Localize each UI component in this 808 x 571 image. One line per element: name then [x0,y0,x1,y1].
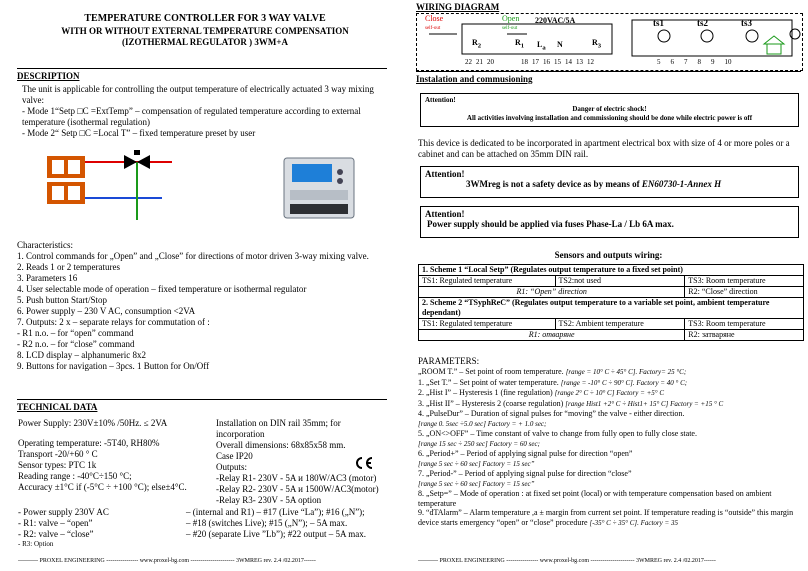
scheme2-ts1: TS1: Regulated temperature [419,319,556,330]
tech-line: Sensor types: PTC 1k [18,460,97,470]
doc-subtitle-2: (IZOTHERMAL REGULATOR ) 3WM+A [121,37,289,47]
tech-line: -Relay R1- 230V - 5A и 180W/AC3 (motor) [216,473,377,483]
attention-title: Attention! [425,169,465,179]
char-line: 9. Buttons for navigation – 3pcs. 1 Button for On/Off [17,361,210,371]
house-icon [764,36,784,44]
tech-line: Accuracy ±1°C if (-5°C ÷ +100 °C); else±4°C. [18,482,187,492]
attention-line: Danger of electric shock! [572,105,647,113]
scheme1-title: 1. Scheme 1 “Local Setp” (Regulates output temperature to a fixed set point) [419,265,804,276]
tech-line: -Relay R2- 230V - 5A и 1500W/AC3(motor) [216,484,379,494]
param-item: 9. “dTAlarm” – Alarm temperature ,a ± margin from current set point. If temperature reading is “outside” this margin device starts emergency “open” or “close” procedure [-35° C ÷ 35° C]. Factory = 35 [418,508,794,527]
char-line: 2. Reads 1 or 2 temperatures [17,262,120,272]
install-heading: Instalation and commusioning [416,71,801,84]
term-line: – #20 (separate Live ”Lb”); #22 output – 5A max. [186,529,366,539]
char-line: - R2 n.o. – for “close” command [17,339,135,349]
char-line: 7. Outputs: 2 x – separate relays for commutation of : [17,317,210,327]
desc-line: The unit is applicable for controlling the output temperature of electrically actuated 3 way mixing valve: [22,84,374,105]
char-line: 1. Control commands for „Open” and „Close” for directions of motor driven 3-way mixing valve. [17,251,369,261]
char-line: - R1 n.o. – for “open” command [17,328,134,338]
ce-mark-icon [354,456,374,470]
valve-actuator-icon [134,150,140,155]
left-footer: ---------- PROXEL ENGINEERING ---------------- www.proxel-bg.com ---------------------- 3WMREG rev. 2.4 /02.2017------ [18,558,316,564]
wiring-heading: WIRING DIAGRAM [416,2,500,12]
heater-window [68,160,80,174]
valve-diagram [42,150,182,230]
term-line: - R3: Option [18,540,54,548]
install-text: This device is dedicated to be incorporated in apartment electrical box with size of 4 or more poles or a cabinet and can be attached on 35mm DIN rail. [418,138,790,159]
scheme1-ts1: TS1: Regulated temperature [419,276,556,287]
term-line: – (internal and R1) – #17 (Live “La”); #16 („N”); [186,507,365,517]
tech-line: Transport -20/+60 ° C [18,449,98,459]
ts2-label: ts2 [697,18,708,28]
char-line: 4. User selectable mode of operation – fixed temperature or isothermal regulator [17,284,307,294]
param-item: 5. „ON<>OFF” – Time constant of valve to change from fully open to fully close state. [range 15 sec ÷ 250 sec] Factory = 60 sec; [418,429,697,448]
param-item: 6. „Period+” – Period of applying signal pulse for direction “open” [range 5 sec ÷ 60 sec] Factory = 15 sec” [418,449,633,468]
char-line: 6. Power supply – 230 V AC, consumption <2VA [17,306,196,316]
heater-window [52,160,64,174]
close-label: Close self-out [425,14,444,31]
attention-line: Power supply should be applied via fuses Phase-La / Lb 6A max. [427,219,674,229]
term-line: – #18 (switches Live); #15 („N”); – 5A max. [186,518,348,528]
technical-heading: TECHNICAL DATA [17,399,387,412]
terminals-c: 5 6 7 8 9 10 [657,58,732,66]
doc-subtitle-1: WITH OR WITHOUT EXTERNAL TEMPERATURE COMPENSATION [61,26,349,36]
scheme2-r2: R2: затваряне [685,330,804,341]
char-line: 5. Push button Start/Stop [17,295,108,305]
scheme2-r1: R1: отваряне [419,330,685,341]
param-item: 4. „PulseDur” – Duration of signal pulses for “moving” the valve - either direction. [range 0. 5sec ÷5.0 sec] Factory = + 1.0 sec; [418,409,685,428]
left-column [0,0,400,571]
sensors-heading: Sensors and outputs wiring: [554,250,663,260]
characteristics-block [17,240,389,372]
wiring-diagram [416,13,803,71]
tech-left [18,418,214,493]
scheme1-ts2: TS2:not used [555,276,685,287]
open-label: Open self-out [502,14,520,31]
terminal-left [18,507,203,549]
term-line: - Power supply 230V AC [18,507,109,517]
tech-line: Power Supply: 230V±10% /50Hz. ≤ 2VA [18,418,168,428]
r3-label: $R_3$ [592,38,602,50]
r2-label: $R_2$ [472,38,482,50]
terminals-a: 22 21 20 [465,58,494,66]
char-line: 3. Parameters 16 [17,273,78,283]
supply-label: 220VAC/5A [535,16,576,25]
param-item: „ROOM T.” – Set point of room temperature. [range = 10° C ÷ 45° C]. Factory= 25 °C; [418,367,687,376]
heater-window [52,186,64,200]
tech-line: Outputs: [216,462,248,472]
description-heading: DESCRIPTION [17,68,387,81]
scheme2-ts3: TS3: Room temperature [685,319,804,330]
tech-line: Installation on DIN rail 35mm; for incorporation [216,418,341,439]
term-line: - R1: valve – “open” [18,518,93,528]
attention-fuse-box [420,206,799,238]
right-footer: ---------- PROXEL ENGINEERING ---------------- www.proxel-bg.com ---------------------- 3WMREG rev. 2.4 /02.2017------ [418,558,716,564]
term-line: - R2: valve – “close” [18,529,94,539]
param-item: 3. „Hist II” – Hysteresis 2 (coarse regulation) [range Hist1 +2° C ÷ Hist1+ 15° C] Factory = +15 ° C [418,398,724,408]
l-label: $L_a$ [537,40,546,52]
params-heading: PARAMETERS: [418,356,480,366]
attention-shock-box [420,93,799,127]
scheme2-ts2: TS2: Ambient temperature [555,319,685,330]
device-photo [280,152,358,224]
param-item: 2. „Hist I” – Hysteresis 1 (fine regulation) [range 2° C ÷ 10° C] Factory = +5° C [418,388,665,397]
scheme2-title: 2. Scheme 2 “TSyphReC” (Regulates output temperature to a variable set point, ambient temperature dependant) [419,298,804,319]
valve-icon [137,155,150,169]
ts3-label: ts3 [741,18,752,28]
tech-line: Overall dimensions: 68x85x58 mm. [216,440,346,450]
valve-icon [124,155,137,169]
attention-line: 3WMreg is not a safety device as by means of EN60730-1-Annex H [466,179,722,189]
tech-line: Case IP20 [216,451,253,461]
char-line: 8. LCD display – alphanumeric 8x2 [17,350,146,360]
scheme1-ts3: TS3: Room temperature [685,276,804,287]
tech-line: Operating temperature: -5T40, RH80% [18,438,160,448]
terminals-b: 18 17 16 15 14 13 12 [521,58,594,66]
description-block [22,84,388,139]
params-list [418,367,804,528]
doc-title: TEMPERATURE CONTROLLER FOR 3 WAY VALVE [84,13,326,24]
lcd-display [292,164,332,182]
attention-title: Attention! [425,209,465,219]
right-column [404,0,804,571]
desc-line: - Mode 2“ Setp □C =Local T” – fixed temperature preset by user [22,128,256,138]
param-item: 7. „Period-” – Period of applying signal pulse for direction “close” [range 5 sec ÷ 60 sec] Factory = 15 sec” [418,469,632,488]
r1-label: $R_1$ [515,38,525,50]
scheme1-r1: R1: “Open” direction [419,287,685,298]
n-label: N [557,40,563,49]
terminal-right [186,507,391,540]
tech-line: Reading range : -40°C÷150 °C; [18,471,132,481]
scheme1-r2: R2: “Close” direction [685,287,804,298]
attention-title: Attention! [425,96,456,104]
attention-line: All activities involving installation and commissioning should be done while electric power is off [466,114,753,122]
attention-safety-box [420,166,799,198]
char-heading: Characteristics: [17,240,73,250]
heater-window [68,186,80,200]
scheme-table [418,264,804,341]
param-item: 8. „Setp=” – Mode of operation : at fixed set point (local) or with temperature compensation based on ambient temperature [418,489,772,508]
param-item: 1. „Set T.” – Set point of water temperature. [range = -10° C ÷ 90° C]. Factory = 40 ° C; [418,377,688,387]
ts1-label: ts1 [653,18,664,28]
tech-line: -Relay R3- 230V - 5A option [216,495,322,505]
desc-line: - Mode 1“Setp □C =ExtTemp” – compensation of regulated temperature according to external temperature (isothermal regulation) [22,106,361,127]
